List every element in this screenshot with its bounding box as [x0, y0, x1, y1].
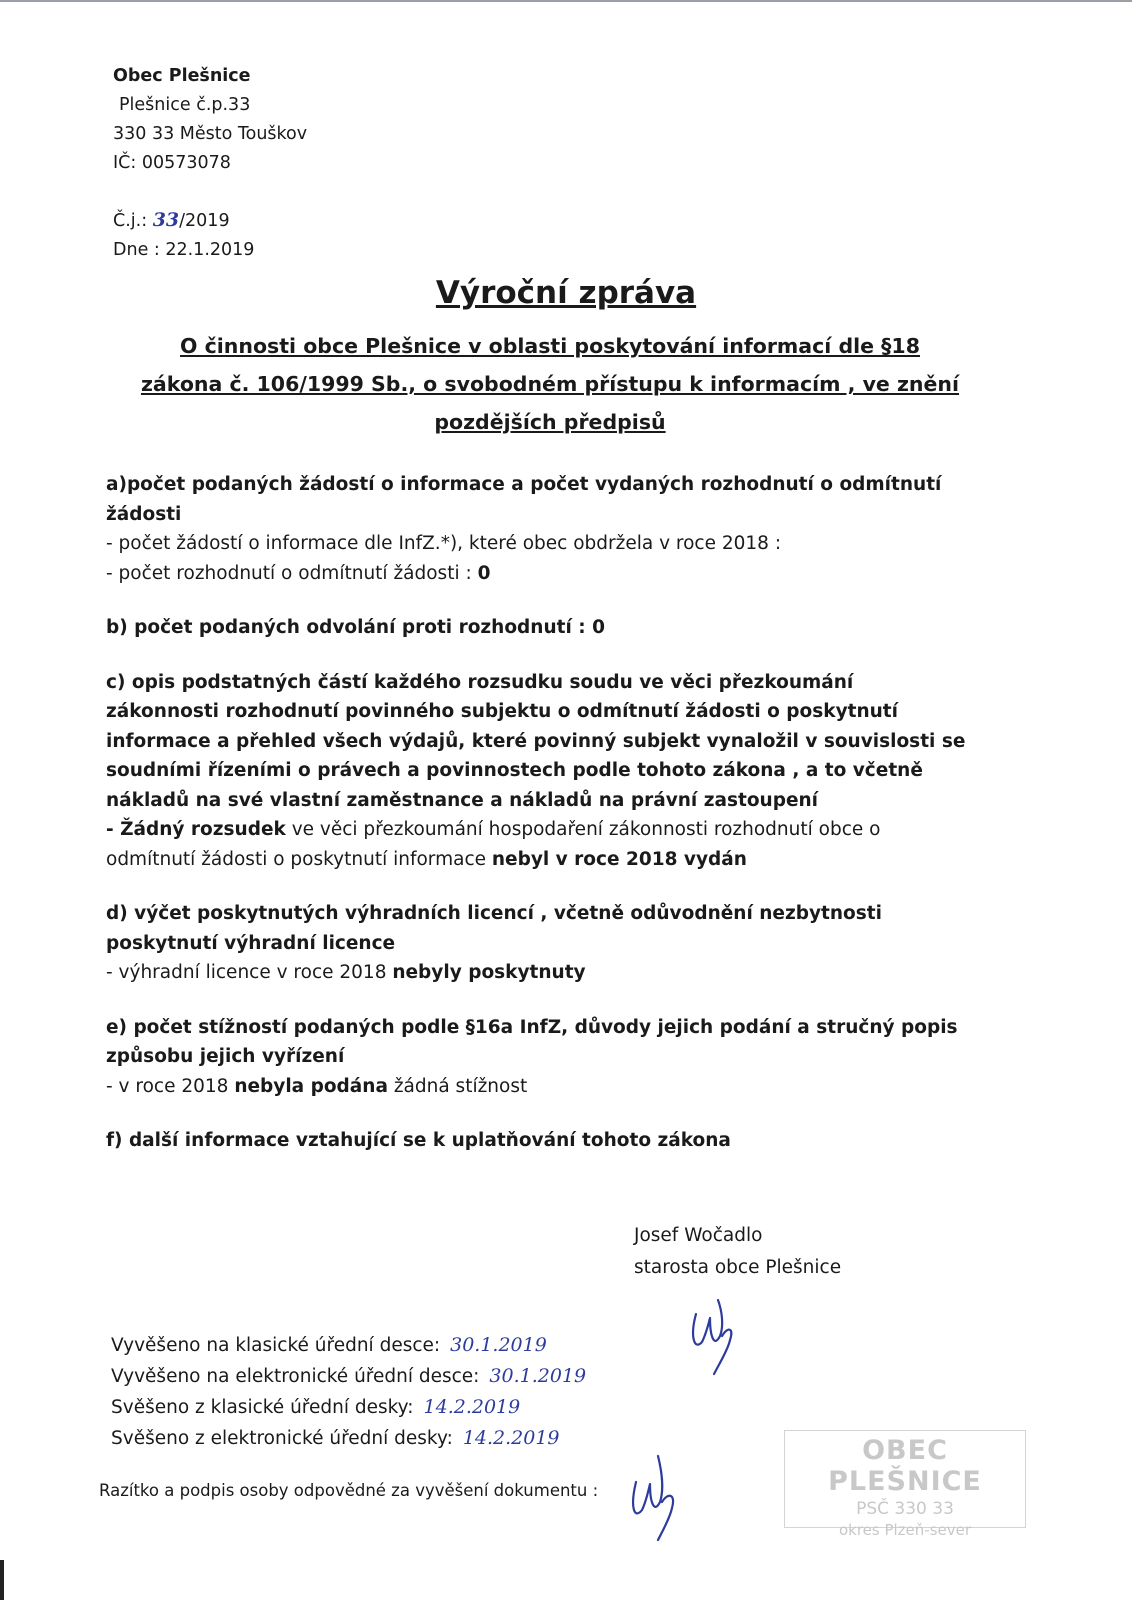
section-d [106, 899, 966, 988]
posting-row [111, 1423, 586, 1454]
org-name: Obec Plešnice [113, 66, 251, 86]
section-e-answer-bold: nebyla podána [234, 1075, 388, 1097]
document-subtitle: O činnosti obce Plešnice v oblasti poskytování informací dle §18 zákona č. 106/1999 Sb., o svobodném přístupu k informacím , ve znění pozdějších předpisů [140, 334, 960, 434]
official-stamp [784, 1430, 1026, 1539]
section-e-answer-text-2: žádná stížnost [387, 1075, 528, 1097]
section-d-heading: d) výčet poskytnutých výhradních licencí , včetně odůvodnění nezbytnosti poskytnutí výhradní licence [106, 903, 882, 954]
posting-record [111, 1330, 586, 1454]
document-date: Dne : 22.1.2019 [113, 240, 255, 260]
posting-date-handwritten: 14.2.2019 [423, 1396, 521, 1418]
section-a [106, 470, 966, 588]
section-a-item-2 [106, 559, 966, 589]
mayor-signature-handwritten [688, 1296, 748, 1376]
reference-number [113, 206, 307, 236]
section-e [106, 1013, 966, 1102]
org-address-1: Plešnice č.p.33 [119, 95, 251, 115]
scan-left-edge [0, 1560, 4, 1600]
posting-row [111, 1361, 586, 1392]
section-b-heading [106, 613, 966, 643]
section-c-heading: c) opis podstatných částí každého rozsudku soudu ve věci přezkoumání zákonnosti rozhodnutí povinného subjektu o odmítnutí žádosti o poskytnutí informace a přehled všech výdajů, které povinný subjekt vynaložil v souvislosti se soudními řízeními o právech a povinnostech podle tohoto zákona , a to včetně nákladů na své vlastní zaměstnance a nákladů na právní zastoupení [106, 671, 966, 811]
stamp-line-3: okres Plzeň-sever [838, 1521, 972, 1539]
section-b [106, 613, 966, 643]
report-body [106, 470, 966, 1181]
org-ic: IČ: 00573078 [113, 153, 231, 173]
section-f-heading: f) další informace vztahující se k uplatňování tohoto zákona [106, 1130, 731, 1151]
signatory-name: Josef Wočadlo [634, 1225, 763, 1246]
signature-block [634, 1220, 841, 1284]
document-title: Výroční zpráva [435, 275, 697, 311]
section-d-answer-bold: nebyly poskytnuty [392, 962, 586, 983]
stamp-line-1: OBEC PLEŠNICE [828, 1435, 982, 1497]
section-f [106, 1126, 966, 1156]
section-d-answer [106, 958, 966, 988]
stamp-signature-label: Razítko a podpis osoby odpovědné za vyvěšení dokumentu : [99, 1481, 599, 1500]
section-a-item-2-label: - počet rozhodnutí o odmítnutí žádosti : [106, 562, 472, 584]
stamp-line-2: PSČ 330 33 [856, 1499, 954, 1519]
cj-prefix: Č.j.: [113, 211, 148, 231]
section-b-value: 0 [592, 617, 605, 638]
cj-number-handwritten: 33 [152, 209, 180, 231]
section-a-item-1: - počet žádostí o informace dle InfZ.*), které obec obdržela v roce 2018 : [106, 533, 782, 554]
section-a-item-2-value: 0 [477, 562, 491, 584]
section-d-answer-text: - výhradní licence v roce 2018 [106, 962, 393, 983]
section-c-answer-bold-2: nebyl v roce 2018 vydán [491, 848, 747, 870]
section-e-answer [106, 1072, 966, 1102]
section-b-heading-text: b) počet podaných odvolání proti rozhodnutí : [106, 617, 586, 638]
section-a-heading: a)počet podaných žádostí o informace a počet vydaných rozhodnutí o odmítnutí žádosti [106, 474, 942, 525]
posting-row [111, 1392, 586, 1423]
posting-date-handwritten: 30.1.2019 [489, 1365, 587, 1387]
cj-suffix: /2019 [179, 211, 230, 231]
org-address-2: 330 33 Město Touškov [113, 124, 308, 144]
posting-label: Vyvěšeno na elektronické úřední desce: [111, 1366, 480, 1387]
scan-top-border [0, 0, 1132, 2]
section-c [106, 668, 966, 875]
section-c-answer [106, 815, 966, 874]
section-c-answer-bold-1: - Žádný rozsudek [106, 819, 286, 840]
section-e-heading: e) počet stížností podaných podle §16a InfZ, důvody jejich podání a stručný popis způsobu jejich vyřízení [106, 1016, 958, 1067]
posting-date-handwritten: 30.1.2019 [450, 1334, 547, 1356]
section-c-answer-text: ve věci přezkoumání hospodaření zákonnosti rozhodnutí obce o odmítnutí žádosti o poskytnutí informace [106, 819, 881, 870]
posting-row [111, 1330, 586, 1361]
signatory-role: starosta obce Plešnice [634, 1257, 842, 1278]
posting-label: Svěšeno z klasické úřední desky: [111, 1397, 414, 1418]
posting-label: Svěšeno z elektronické úřední desky: [111, 1428, 453, 1449]
letterhead [113, 62, 307, 265]
posting-date-handwritten: 14.2.2019 [462, 1427, 560, 1449]
section-e-answer-text-1: - v roce 2018 [106, 1075, 235, 1097]
responsible-person-signature-handwritten [630, 1452, 690, 1542]
posting-label: Vyvěšeno na klasické úřední desce: [111, 1335, 441, 1356]
